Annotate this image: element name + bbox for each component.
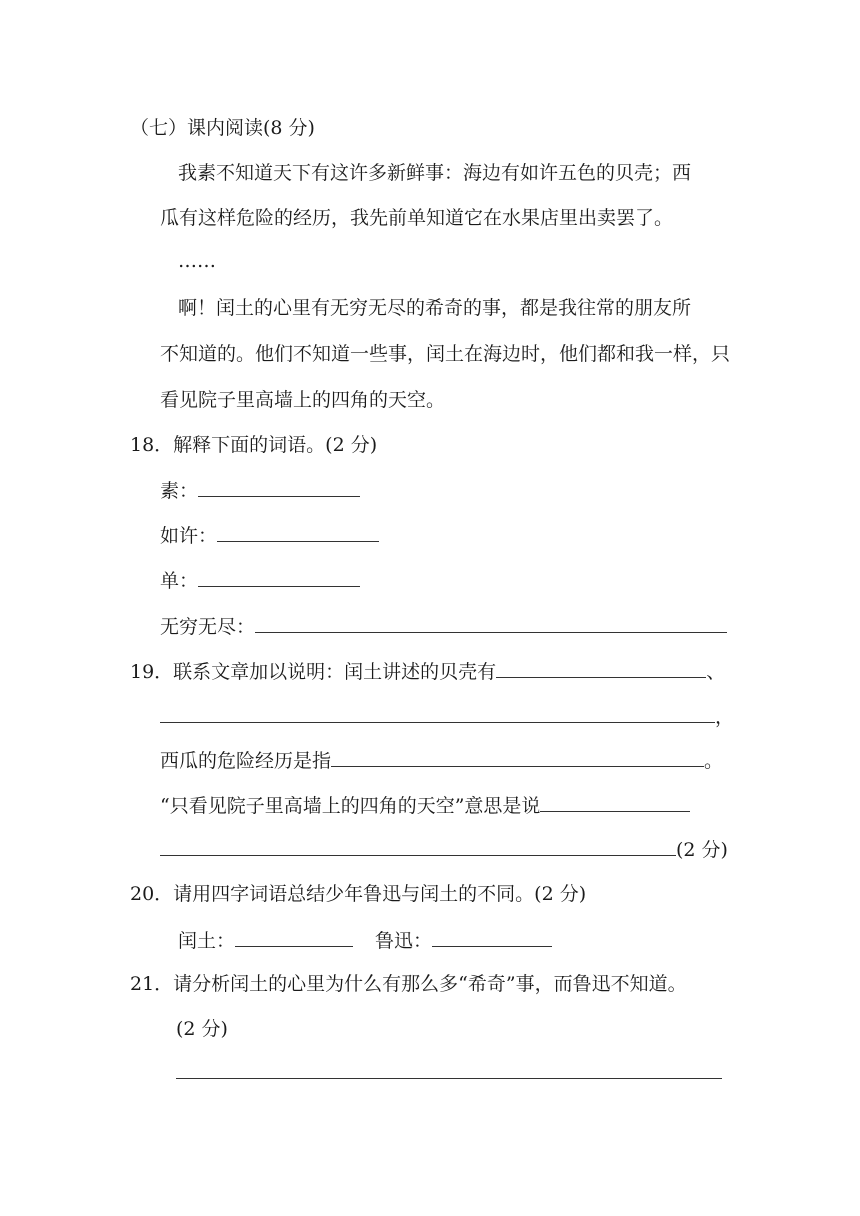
q19-comma: ， xyxy=(715,706,735,728)
q19-separator: 、 xyxy=(706,661,726,683)
q18-item-su xyxy=(160,476,360,504)
q18-answer-su-blank[interactable] xyxy=(198,476,360,497)
question-19-stem xyxy=(130,657,725,685)
passage-line-6: 看见院子里高墙上的四角的天空。 xyxy=(160,389,446,411)
q19-sky-label: “只看见院子里高墙上的四角的天空”意思是说 xyxy=(160,795,541,817)
q21-score: (2 分) xyxy=(176,1018,228,1040)
section-title: （七）课内阅读(8 分) xyxy=(130,117,315,139)
q18-word-ruxu: 如许： xyxy=(160,525,218,547)
q19-line-3 xyxy=(160,746,723,774)
q19-sky-blank-1[interactable] xyxy=(540,791,690,812)
q19-line-2 xyxy=(160,702,734,730)
question-18-stem: 18．解释下面的词语。(2 分) xyxy=(130,434,378,456)
q19-line-4 xyxy=(160,791,690,819)
passage-ellipsis: …… xyxy=(178,250,216,272)
q19-sky-blank-2[interactable] xyxy=(160,835,676,856)
q18-item-ruxu xyxy=(160,521,379,549)
passage-line-5: 不知道的。他们不知道一些事，闰土在海边时，他们都和我一样，只 xyxy=(160,343,731,365)
q19-line-5 xyxy=(160,835,728,863)
q19-watermelon-label: 西瓜的危险经历是指 xyxy=(160,750,332,772)
q18-answer-ruxu-blank[interactable] xyxy=(217,521,379,542)
q19-watermelon-blank[interactable] xyxy=(331,746,704,767)
q21-answer-line[interactable] xyxy=(176,1078,722,1079)
question-20-stem: 20．请用四字词语总结少年鲁迅与闰土的不同。(2 分) xyxy=(130,883,587,905)
q18-item-dan xyxy=(160,566,360,594)
q19-score: (2 分) xyxy=(676,839,728,861)
question-21-stem: 21．请分析闰土的心里为什么有那么多“希奇”事，而鲁迅不知道。 xyxy=(130,973,687,995)
q18-word-dan: 单： xyxy=(160,570,199,592)
q18-item-wuqiong xyxy=(160,612,727,640)
passage-line-2: 瓜有这样危险的经历，我先前单知道它在水果店里出卖罢了。 xyxy=(160,207,674,229)
q19-period: 。 xyxy=(704,750,724,772)
passage-line-1: 我素不知道天下有这许多新鲜事：海边有如许五色的贝壳；西 xyxy=(178,162,692,184)
q20-luxun-blank[interactable] xyxy=(432,926,552,947)
q20-answers xyxy=(178,926,552,954)
q20-luxun-label: 鲁迅： xyxy=(375,930,433,952)
q19-shell-blank-2[interactable] xyxy=(160,702,715,723)
q18-word-su: 素： xyxy=(160,480,199,502)
q18-answer-wuqiong-blank[interactable] xyxy=(255,612,727,633)
passage-line-4: 啊！闰土的心里有无穷无尽的希奇的事，都是我往常的朋友所 xyxy=(178,297,692,319)
q18-answer-dan-blank[interactable] xyxy=(198,566,360,587)
q19-stem-text: 19．联系文章加以说明：闰土讲述的贝壳有 xyxy=(130,661,497,683)
q19-shell-blank-1[interactable] xyxy=(496,657,706,678)
q18-word-wuqiong: 无穷无尽： xyxy=(160,616,256,638)
q20-runtu-blank[interactable] xyxy=(235,926,353,947)
q20-runtu-label: 闰土： xyxy=(178,930,236,952)
